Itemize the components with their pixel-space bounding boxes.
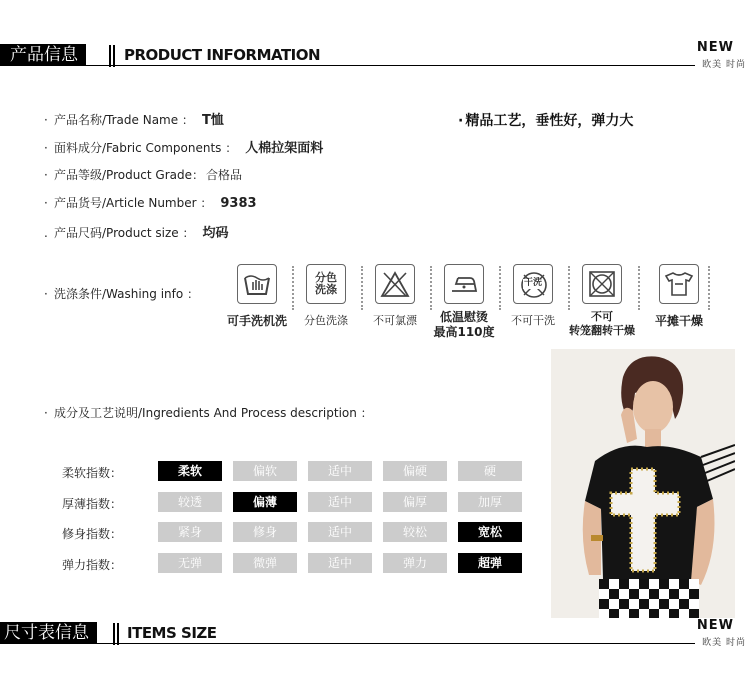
feature-text: · 精品工艺，垂性好，弹力大 [458, 113, 634, 129]
index-cell: 修身 [233, 522, 297, 542]
new-logo: NEW [696, 40, 734, 55]
no-dry-clean-icon: 干洗 [513, 264, 553, 304]
index-cell: 较松 [383, 522, 447, 542]
section-title-cn: 产品信息 [0, 44, 86, 66]
index-cell: 宽松 [458, 522, 522, 542]
new-logo: NEW [696, 618, 734, 633]
wash-item-separate: 分色洗涤 分色洗涤 [291, 264, 361, 328]
index-cell: 适中 [308, 461, 372, 481]
index-cell: 超弹 [458, 553, 522, 573]
header-bars [109, 45, 116, 67]
index-cell: 适中 [308, 492, 372, 512]
index-cell: 偏厚 [383, 492, 447, 512]
index-cell: 较透 [158, 492, 222, 512]
separate-wash-icon: 分色洗涤 [306, 264, 346, 304]
index-cell: 紧身 [158, 522, 222, 542]
model-photo [551, 349, 735, 618]
header-rule [0, 65, 695, 66]
index-cell: 适中 [308, 553, 372, 573]
new-logo-sub: 欧美 时尚 [702, 60, 746, 70]
section-title-en: PRODUCT INFORMATION [124, 46, 321, 64]
info-article-number: · 产品货号/Article Number ： 9383 [44, 196, 257, 211]
section-title-en: ITEMS SIZE [127, 624, 217, 642]
wash-item-no-bleach: 不可氯漂 [360, 264, 430, 328]
info-grade: · 产品等级/Product Grade： 合格品 [44, 168, 243, 182]
no-tumble-dry-icon [582, 264, 622, 304]
index-cell: 微弹 [233, 553, 297, 573]
washing-label: · 洗涤条件/Washing info ： [44, 287, 200, 301]
index-cell: 偏硬 [383, 461, 447, 481]
info-trade-name: · 产品名称/Trade Name ： T恤 [44, 113, 224, 128]
info-fabric: · 面料成分/Fabric Components ： 人棉拉架面料 [44, 141, 324, 156]
header-bars [113, 623, 120, 645]
wash-separator [708, 266, 710, 310]
index-cell: 偏软 [233, 461, 297, 481]
index-cell: 偏薄 [233, 492, 297, 512]
wash-item-no-dry-clean: 干洗 不可干洗 [498, 264, 568, 328]
index-cell: 适中 [308, 522, 372, 542]
new-logo-sub: 欧美 时尚 [702, 638, 746, 648]
section-header-product-info [0, 40, 750, 70]
low-iron-icon [444, 264, 484, 304]
header-rule [0, 643, 695, 644]
wash-item-no-tumble-dry: 不可 转笼翻转干燥 [567, 264, 637, 338]
flat-dry-icon [659, 264, 699, 304]
wash-item-flat-dry: 平摊干燥 [644, 264, 714, 329]
index-cell: 无弹 [158, 553, 222, 573]
wash-item-hand-wash: 可手洗机洗 [222, 264, 292, 329]
section-header-items-size [0, 618, 750, 648]
section-title-cn: 尺寸表信息 [0, 622, 97, 644]
index-cell: 弹力 [383, 553, 447, 573]
index-cell: 柔软 [158, 461, 222, 481]
wash-item-low-iron: 低温慰烫 最高110度 [429, 264, 499, 340]
index-cell: 加厚 [458, 492, 522, 512]
ingredients-label: · 成分及工艺说明/Ingredients And Process description ： [44, 406, 373, 420]
info-size: . 产品尺码/Product size ： 均码 [44, 226, 229, 241]
index-cell: 硬 [458, 461, 522, 481]
wash-separator [638, 266, 640, 310]
no-bleach-icon [375, 264, 415, 304]
hand-wash-icon [237, 264, 277, 304]
